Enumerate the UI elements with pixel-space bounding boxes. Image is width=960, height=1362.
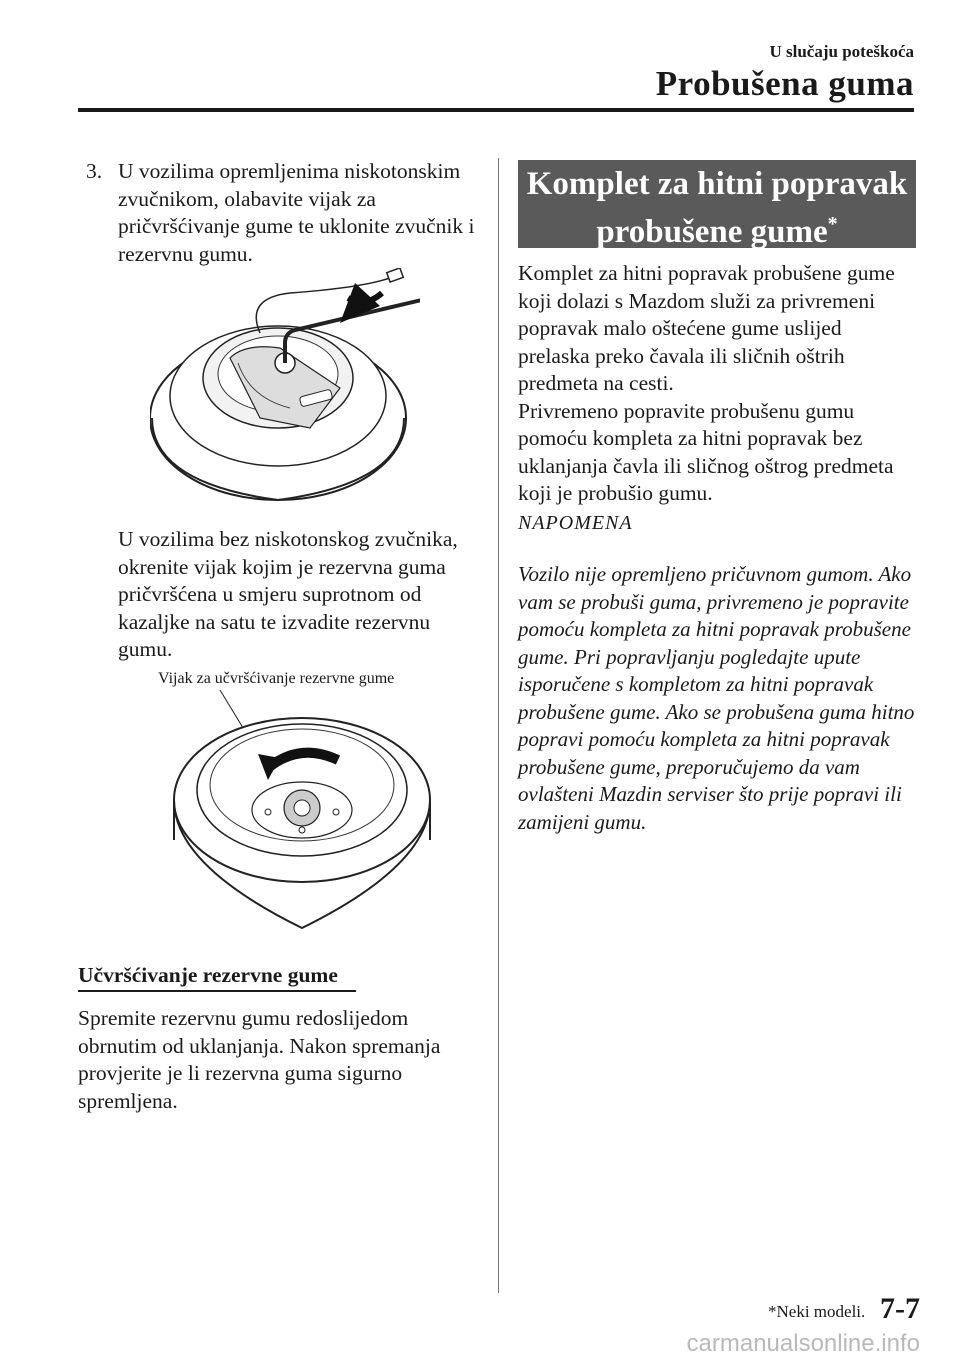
banner-line-1: Komplet za hitni popravak (526, 166, 908, 202)
repair-kit-intro (518, 260, 918, 508)
repair-kit-paragraph-1: Komplet za hitni popravak probušene gume koji dolazi s Mazdom služi za privremeni popravak malo oštećene gume uslijed prelaska preko čavala ili sličnih oštrih predmeta na cesti. (518, 261, 895, 395)
step-text: U vozilima opremljenima niskotonskim zvučnikom, olabavite vijak za pričvršćivanje gume te uklonite zvučnik i rezervnu gumu. (118, 159, 475, 266)
page-title: Probušena guma (655, 64, 914, 103)
section-label: U slučaju poteškoća (769, 42, 914, 61)
watermark: carmanualsonline.info (686, 1330, 920, 1357)
note-text: Vozilo nije opremljeno pričuvnom gumom. Ako vam se probuši guma, privremeno je popravite pomoću kompleta za hitni popravak probušene gume. Pri popravljanju pogledajte upute isporučene s kompletom za hitni popravak probušene gume. Ako se probušena guma hitno popravi pomoću kompleta za hitni popravak probušene gume, preporučujemo da vam ovlašteni Mazdin serviser što prije popravi ili zamijeni gumu. (518, 562, 915, 834)
step-3 (78, 158, 478, 268)
header-rule (78, 108, 914, 112)
section-banner (518, 160, 916, 248)
spare-tire-bolt-figure (170, 690, 435, 940)
repair-kit-paragraph-2: Privremeno popravite probušenu gumu pomoću kompleta za hitni popravak bez uklanjanja čavla ili sličnog oštrog predmeta koji je probušio gumu. (518, 398, 894, 505)
subheading-rule (78, 990, 356, 992)
footnote: *Neki modeli. (768, 1302, 866, 1321)
banner-asterisk: * (827, 213, 838, 235)
figure-caption: Vijak za učvršćivanje rezervne gume (158, 670, 395, 687)
banner-line-2 (518, 204, 916, 252)
page-number: 7-7 (880, 1292, 920, 1325)
step-number: 3. (86, 159, 103, 183)
column-divider (498, 158, 499, 1293)
subwoofer-spare-tire-figure (150, 268, 420, 508)
banner-line-2-text: probušene gume (596, 214, 828, 250)
subheading: Učvršćivanje rezervne gume (78, 963, 338, 987)
paragraph-secure-spare: Spremite rezervnu gumu redoslijedom obrnutim od uklanjanja. Nakon spremanja provjerite je li rezervna guma sigurno spremljena. (78, 1006, 441, 1113)
paragraph-no-subwoofer: U vozilima bez niskotonskog zvučnika, okrenite vijak kojim je rezervna guma pričvršćena u smjeru suprotnom od kazaljke na satu te izvadite rezervnu gumu. (118, 527, 458, 661)
note-title: NAPOMENA (518, 512, 633, 534)
